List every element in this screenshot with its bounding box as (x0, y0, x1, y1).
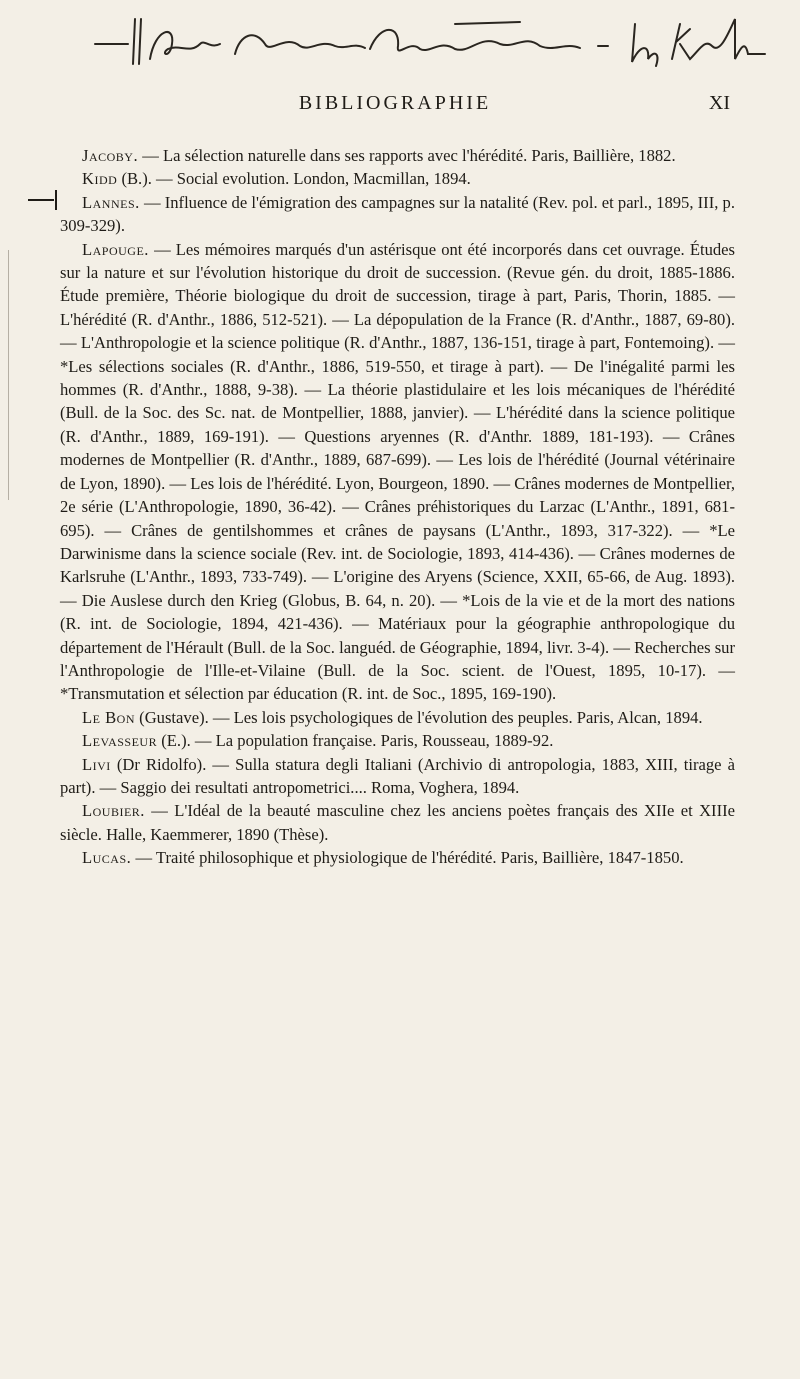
margin-arrow-mark (28, 199, 54, 201)
entry-author: Loubier. (82, 801, 145, 821)
entry-text: (Dr Ridolfo). — Sulla statura degli Italiani (Archivio di antropologia, 1883, XIII, tirage à part). — Saggio dei resultati antropometrici.... Roma, Voghera, 1894. (60, 754, 735, 797)
entry-author: Jacoby. (82, 146, 139, 165)
margin-scratch (8, 250, 13, 500)
entry-author: Kidd (82, 169, 118, 189)
bibliography-entry (60, 238, 735, 706)
running-title: BIBLIOGRAPHIE (298, 92, 492, 114)
bibliography-entry (60, 706, 735, 729)
entry-text: — La sélection naturelle dans ses rapports avec l'hérédité. Paris, Baillière, 1882. (138, 146, 676, 165)
entry-text: (Gustave). — Les lois psychologiques de l'évolution des peuples. Paris, Alcan, 1894. (135, 707, 703, 727)
entry-text: (B.). — Social evolution. London, Macmillan, 1894. (117, 169, 471, 189)
bibliography-entry (60, 167, 735, 190)
page-number: XI (708, 92, 730, 114)
entry-author: Livi (82, 754, 111, 774)
bibliography-entry (60, 729, 735, 752)
page-header (60, 92, 730, 122)
entry-text: (E.). — La population française. Paris, Rousseau, 1889-92. (157, 731, 554, 751)
bibliography-entry (60, 799, 735, 846)
margin-bar-mark (55, 190, 57, 210)
bibliography-entry (60, 846, 735, 869)
entry-text: — Traité philosophique et physiologique de l'hérédité. Paris, Baillière, 1847-1850. (131, 848, 684, 868)
entry-text: — Influence de l'émigration des campagnes sur la natalité (Rev. pol. et parl., 1895, III, p. 309-329). (60, 192, 735, 236)
bibliography-entries (60, 144, 735, 870)
handwriting-drawing (0, 4, 800, 74)
bibliography-entry (60, 144, 735, 167)
entry-text: — Les mémoires marqués d'un astérisque ont été incorporés dans cet ouvrage. Études sur la nature et sur l'évolution historique du droit de succession. (Revue gén. du droit, 1885-1886. Étude première, Théorie biologique du droit de succession, tirage à part, Paris, Thorin, 1885. — L'hérédité (R. d'Anthr., 1886, 512-521). — La dépopulation de la France (R. d'Anthr., 1887, 69-80). — L'Anthropologie et la science politique (R. d'Anthr., 1887, 136-151, tirage à part, Fontemoing). — *Les sélections sociales (R. d'Anthr., 1886, 519-550, et tirage à part). — De l'inégalité parmi les hommes (R. d'Anthr., 1888, 9-38). — La théorie plastidulaire et les lois mécaniques de l'hérédité (Bull. de la Soc. des Sc. nat. de Montpellier, 1888, janvier). — L'hérédité dans la science politique (R. d'Anthr., 1889, 169-191). — Questions aryennes (R. d'Anthr. 1889, 181-193). — Crânes modernes de Montpellier (R. d'Anthr., 1889, 687-699). — Les lois de l'hérédité (Journal vétérinaire de Lyon, 1890). — Les lois de l'hérédité. Lyon, Bourgeon, 1890. — Crânes modernes de Montpellier, 2e série (L'Anthropologie, 1890, 36-42). — Crânes préhistoriques du Larzac (L'Anthr., 1891, 681-695). — Crânes de gentilshommes et crânes de paysans (L'Anthr., 1893, 317-322). — *Le Darwinisme dans la science sociale (Rev. int. de Sociologie, 1893, 414-436). — Crânes modernes de Karlsruhe (L'Anthr., 1893, 733-749). — L'origine des Aryens (Science, XXII, 65-66, de Aug. 1893). — Die Auslese durch den Krieg (Globus, B. 64, n. 20). — *Lois de la vie et de la mort des nations (R. int. de Sociologie, 1894, 421-436). — Matériaux pour la géographie anthropologique du département de l'Hérault (Bull. de la Soc. languéd. de Géographie, 1894, livr. 3-4). — Recherches sur l'Anthropologie de l'Ille-et-Vilaine (Bull. de la Soc. scient. de l'Ouest, 1895, 10-17). — *Transmutation et sélection par éducation (R. int. de Soc., 1895, 169-190). (60, 239, 735, 704)
bibliography-entry (60, 191, 735, 238)
entry-author: Lannes. (82, 192, 140, 212)
entry-author: Lapouge. (82, 239, 149, 259)
entry-author: Levasseur (82, 731, 158, 751)
entry-text: — L'Idéal de la beauté masculine chez les anciens poètes français des XIIe et XIIIe siècle. Halle, Kaemmerer, 1890 (Thèse). (60, 801, 735, 844)
entry-author: Le Bon (82, 707, 136, 727)
bibliography-entry (60, 753, 735, 800)
entry-author: Lucas. (82, 848, 132, 868)
handwritten-annotation (0, 4, 800, 74)
